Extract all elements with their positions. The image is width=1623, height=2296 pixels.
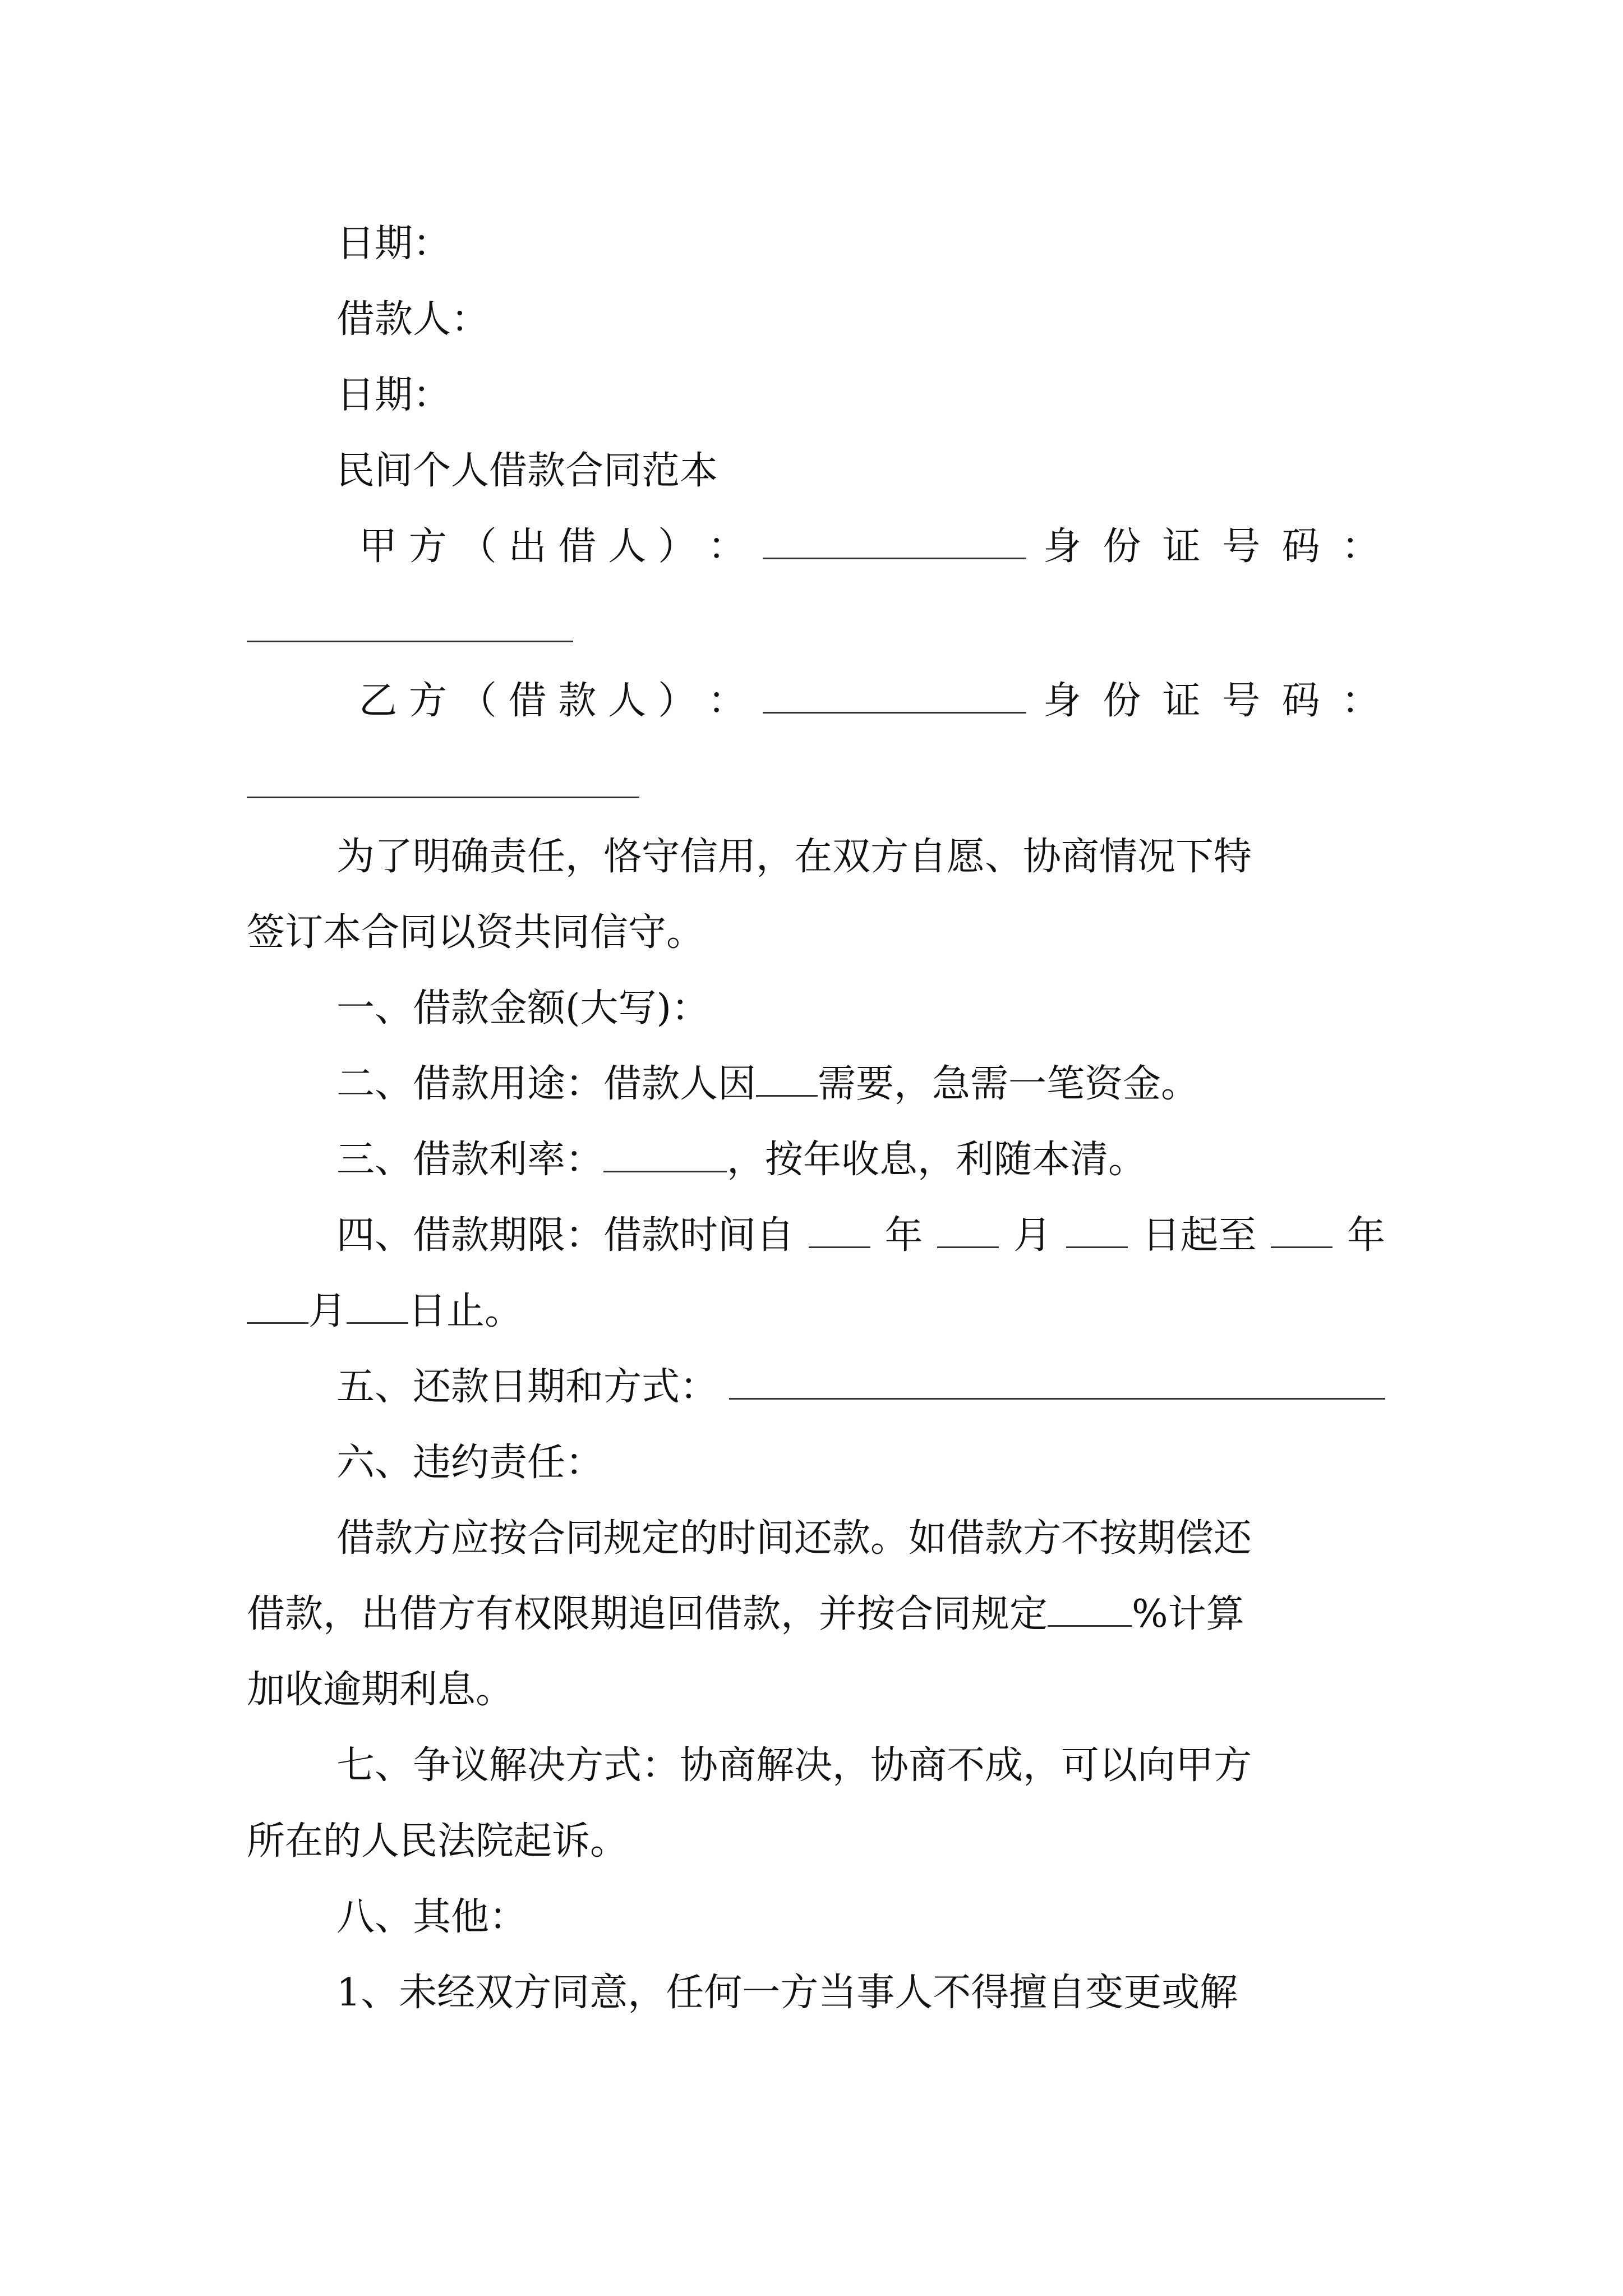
end-day-blank[interactable] [347, 1287, 408, 1324]
signature-date-1: 日期： [336, 222, 451, 266]
clause-4-text-a: 四、借款期限：借款时间自 [336, 1213, 795, 1258]
clause-7-line-2: 所在的人民法院起诉。 [247, 1819, 629, 1864]
clause-4-day-2: 日止。 [408, 1289, 523, 1333]
party-b-name-blank[interactable] [763, 677, 1026, 714]
overdue-rate-blank[interactable] [1048, 1590, 1132, 1627]
clause-4-term [336, 1208, 1385, 1264]
party-b-label: 乙 方 （ 借 款 人 ） ： [359, 679, 746, 723]
clause-4-term-cont [247, 1283, 1385, 1340]
clause-6-text-b: %计算 [1132, 1592, 1244, 1636]
clause-4-day-1: 日起至 [1142, 1213, 1257, 1258]
party-b-row [359, 673, 1385, 729]
party-a-id-label: 身 份 证 号 码 ： [1043, 524, 1380, 569]
party-a-id-blank[interactable] [247, 641, 573, 642]
end-year-blank[interactable] [1271, 1212, 1332, 1248]
clause-3-text-a: 三、借款利率： [336, 1138, 604, 1182]
document-title: 民间个人借款合同范本 [336, 449, 718, 493]
party-a-row [359, 519, 1385, 575]
clause-7-line-1: 七、争议解决方式：协商解决，协商不成，可以向甲方 [336, 1743, 1252, 1788]
clause-6-line-1: 借款方应按合同规定的时间还款。如借款方不按期偿还 [336, 1516, 1252, 1561]
repayment-method-blank[interactable] [729, 1363, 1385, 1400]
clause-6-text-a: 借款，出借方有权限期追回借款，并按合同规定 [247, 1592, 1048, 1636]
clause-4-year-2: 年 [1347, 1213, 1385, 1258]
party-b-id-blank[interactable] [247, 797, 639, 798]
start-month-blank[interactable] [937, 1212, 999, 1248]
clause-3-text-b: ，按年收息，利随本清。 [727, 1138, 1147, 1182]
party-a-name-blank[interactable] [763, 523, 1026, 559]
borrower-signature-label: 借款人： [336, 297, 490, 342]
party-a-label: 甲 方 （ 出 借 人 ） ： [359, 524, 746, 569]
end-month-blank[interactable] [247, 1287, 308, 1324]
clause-1-amount: 一、借款金额(大写)： [336, 986, 710, 1030]
party-b-id-label: 身 份 证 号 码 ： [1043, 679, 1380, 723]
clause-8-item-1: 1、未经双方同意，任何一方当事人不得擅自变更或解 [336, 1971, 1238, 2015]
purpose-blank[interactable] [756, 1060, 818, 1097]
clause-6-line-2 [247, 1586, 1385, 1642]
clause-5-repayment [336, 1359, 1385, 1415]
start-day-blank[interactable] [1066, 1212, 1128, 1248]
clause-5-text: 五、还款日期和方式： [336, 1365, 718, 1409]
clause-6-line-3: 加收逾期利息。 [247, 1668, 514, 1712]
clause-2-text-a: 二、借款用途：借款人因 [336, 1062, 757, 1106]
clause-8-title: 八、其他： [336, 1895, 528, 1939]
clause-2-text-b: 需要，急需一笔资金。 [818, 1062, 1200, 1106]
clause-4-month-2: 月 [308, 1289, 347, 1333]
signature-date-2: 日期： [336, 373, 451, 417]
clause-4-month-1: 月 [1013, 1213, 1052, 1258]
start-year-blank[interactable] [809, 1212, 870, 1248]
clause-4-year-1: 年 [884, 1213, 923, 1258]
intro-line-2: 签订本合同以资共同信守。 [247, 910, 705, 955]
clause-3-rate [336, 1132, 1385, 1188]
clause-6-title: 六、违约责任： [336, 1441, 604, 1485]
intro-line-1: 为了明确责任，恪守信用，在双方自愿、协商情况下特 [336, 835, 1252, 879]
clause-2-purpose [336, 1056, 1385, 1112]
rate-blank[interactable] [603, 1136, 727, 1172]
